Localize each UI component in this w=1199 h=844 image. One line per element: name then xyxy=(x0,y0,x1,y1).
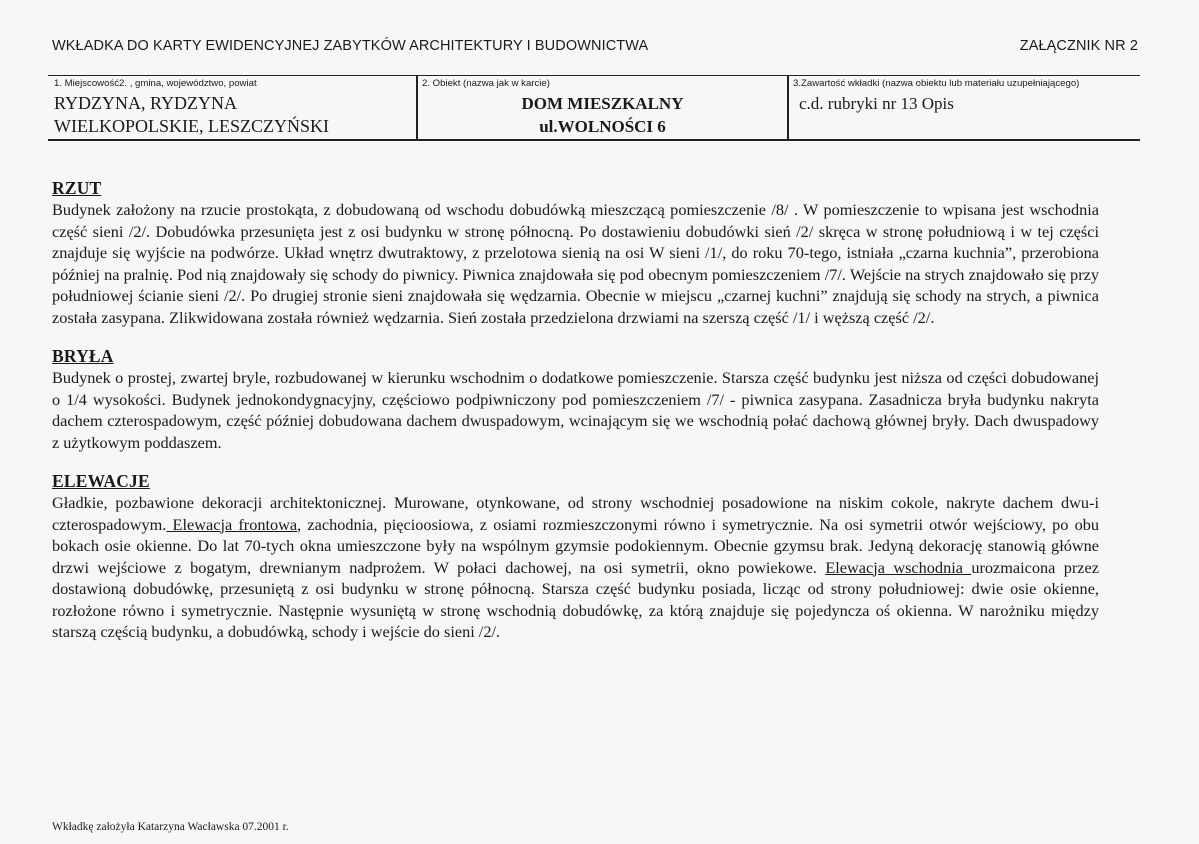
location-line-1: RYDZYNA, RYDZYNA xyxy=(54,93,238,113)
section-title-bryla: BRYŁA xyxy=(52,346,114,366)
section-text-elewacje xyxy=(52,492,1099,643)
elewacje-text-2: , zachodnia, pięcioosiowa, z osiami rozmieszczonymi równo i symetrycznie. Na osi symetrii otwór wejściowy, po obu bokach osie okienne. Do lat 70-tych okna umieszczone były na wspólnym gzymsie podokiennym. Obecnie gzymsu brak. Jedyną dekorację stanowią główne drzwi wejściowe z bogatym, drewnianym nadprożem. W połaci dachowej, na osi symetrii, okno powiekowe. xyxy=(52,514,1099,577)
section-bryla xyxy=(52,345,1099,453)
document-body xyxy=(52,177,1099,660)
contents-value: c.d. rubryki nr 13 Opis xyxy=(799,94,954,113)
location-line-2: WIELKOPOLSKIE, LESZCZYŃSKI xyxy=(54,116,329,136)
contents-label: 3.Zawartość wkładki (nazwa obiektu lub materiału uzupełniającego) xyxy=(793,78,1080,89)
page-header xyxy=(52,38,1138,54)
contents-cell xyxy=(787,76,1140,139)
object-label: 2. Obiekt (nazwa jak w karcie) xyxy=(422,78,550,89)
section-title-elewacje: ELEWACJE xyxy=(52,471,150,491)
object-cell xyxy=(416,76,787,139)
object-value xyxy=(418,92,787,138)
elewacja-frontowa-heading: Elewacja frontowa xyxy=(166,514,298,534)
location-label: 1. Miejscowość2. , gmina, województwo, powiat xyxy=(54,78,257,89)
object-line-2: ul.WOLNOŚCI 6 xyxy=(539,117,666,136)
section-title-rzut: RZUT xyxy=(52,178,102,198)
location-cell xyxy=(48,76,416,139)
form-title: WKŁADKA DO KARTY EWIDENCYJNEJ ZABYTKÓW ARCHITEKTURY I BUDOWNICTWA xyxy=(52,38,649,54)
section-text-bryla: Budynek o prostej, zwartej bryle, rozbudowanej w kierunku wschodnim o dodatkowe pomieszczenie. Starsza część budynku jest niższa od części dobudowanej o 1/4 wysokości. Budynek jednokondygnacyjny, częściowo podpiwniczony pod pomieszczeniem /7/ - piwnica zasypana. Zasadnicza bryła budynku nakryta dachem czterospadowym, część później dobudowana dachem dwuspadowym, wcinającym się we wschodnią połać dachową głównej bryły. Dach dwuspadowy z użytkowym poddaszem. xyxy=(52,368,1099,452)
object-line-1: DOM MIESZKALNY xyxy=(521,94,684,113)
section-elewacje xyxy=(52,470,1099,643)
info-table xyxy=(48,75,1140,141)
author-note: Wkładkę założyła Katarzyna Wacławska 07.2001 r. xyxy=(52,821,289,833)
section-text-rzut: Budynek założony na rzucie prostokąta, z dobudowaną od wschodu dobudówką mieszczącą pomieszczenie /8/ . W pomieszczenie to wpisana jest wschodnia część sieni /2/. Dobudówka przesunięta jest z osi budynku w stronę północną. Po dostawieniu dobudówki sień /2/ skręca w stronę południową i w tej części znajduje się wyjście na podwórze. Układ wnętrz dwutraktowy, z przelotowa sienią na osi W sieni /1/, do roku 70-tego, istniała „czarna kuchnia”, przerobiona później na pralnię. Pod nią znajdowały się schody do piwnicy. Piwnica znajdowała się pod obecnym pomieszczeniem /7/. Wejście na strych znajdowało się przy południowej ścianie sieni /2/. Po drugiej stronie sieni znajdowała się wędzarnia. Obecnie w miejscu „czarnej kuchni” znajdują się schody na strych, a piwnica została zasypana. Zlikwidowana została również wędzarnia. Sień została przedzielona drzwiami na szerszą część /1/ i węższą część /2/. xyxy=(52,200,1099,327)
elewacja-wschodnia-heading: Elewacja wschodnia xyxy=(825,557,972,577)
attachment-number: ZAŁĄCZNIK NR 2 xyxy=(1019,38,1138,54)
elewacje-text-1: Gładkie, pozbawione dekoracji architektonicznej. Murowane, otynkowane, od strony wschodniej posadowione na niskim cokole, nakryte dachem dwu-i czterospadowym. xyxy=(52,493,1099,534)
elewacje-text-3: urozmaicona przez dostawioną dobudówkę, przesuniętą z osi budynku w stronę północną. Starsza część budynku posiada, licząc od strony południowej: dwie osie okienne, rozłożone równo i symetrycznie. Następnie wysuniętą w stronę wschodnią dobudówkę, za którą znajduje się pojedyncza oś okienna. W narożniku między starszą częścią budynku, a dobudówką, schody i wejście do sieni /2/. xyxy=(52,557,1099,641)
location-value xyxy=(54,92,329,138)
section-rzut xyxy=(52,177,1099,328)
